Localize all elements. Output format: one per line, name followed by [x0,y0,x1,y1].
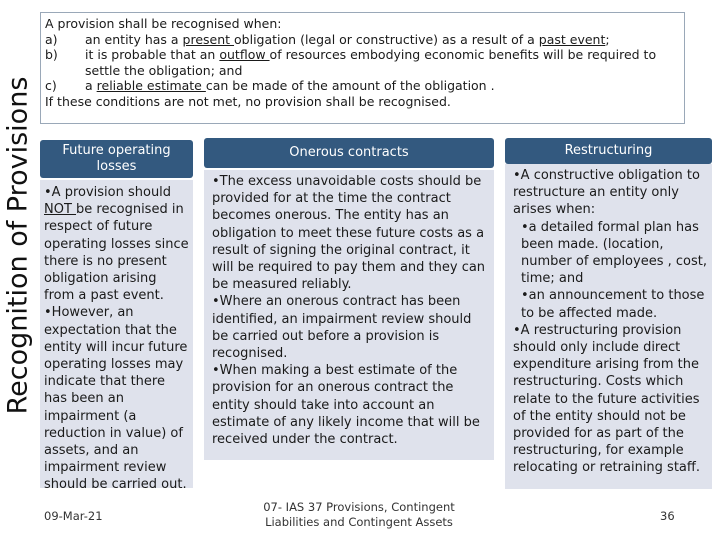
restructuring-point-3: •an announcement to those to be affected made. [521,288,705,321]
future-losses-point-1-post: be recognised in respect of future operating losses since there is no present obligation arising from a past event. [44,202,189,304]
future-losses-header: Future operating losses [40,140,193,178]
intro-heading: A provision shall be recognised when: [45,16,282,31]
side-title-text: Recognition of Provisions [2,76,34,414]
restructuring-point-4: •A restructuring provision should only include direct expenditure arising from the restructuring. Costs which relate to the future activities of the entity should not be provided for as part of the restructuring, for example relocating or retraining staff. [513,322,700,476]
criterion-b-label: b) [45,47,58,62]
future-losses-point-1-pre: •A provision should [44,185,172,200]
criterion-b-pre: it is probable that an [85,47,220,62]
criterion-c-reliable-estimate: reliable estimate [96,78,206,93]
restructuring-body [505,164,712,489]
criterion-a-post: ; [605,31,610,47]
restructuring-point-2: •a detailed formal plan has been made. (location, number of employees , cost, time; and [521,219,707,287]
future-losses-not: NOT [44,202,77,218]
criterion-a-past-event: past event [538,31,606,47]
criterion-a-mid: obligation (legal or constructive) as a result of a [234,31,539,47]
intro-closing: If these conditions are not met, no provision shall be recognised. [45,93,451,109]
criterion-a [45,32,678,48]
criterion-a-label: a) [45,31,58,47]
criterion-b [45,47,678,78]
future-losses-point-1 [44,184,189,304]
future-losses-body [40,180,193,493]
criterion-c-post: can be made of the amount of the obligation . [205,78,495,93]
criterion-a-present: present [182,31,235,47]
recognition-criteria-box [40,12,685,124]
onerous-point-2: •Where an onerous contract has been identified, an impairment review should be carried out before a provision is recognised. [212,294,472,362]
criterion-b-text [85,47,678,78]
onerous-contracts-header: Onerous contracts [204,138,494,168]
slide-side-title [0,0,36,490]
criterion-c-pre: a [85,78,97,93]
criterion-c-label: c) [45,78,57,93]
criterion-c [45,78,678,94]
criterion-a-pre: an entity has a [85,31,183,47]
footer-page-number: 36 [660,509,675,523]
onerous-point-3: •When making a best estimate of the provision for an onerous contract the entity should take into account an estimate of any likely income that will be received under the contract. [212,363,480,448]
restructuring-point-1: •A constructive obligation to restructure an entity only arises when: [513,168,700,218]
footer-title: 07- IAS 37 Provisions, Contingent Liabilities and Contingent Assets [263,500,455,529]
future-losses-point-2: •However, an expectation that the entity will incur future operating losses may indicate that there has been an impairment (a reduction in value) of assets, and an impairment review should be carried out. [44,305,188,493]
footer-date: 09-Mar-21 [44,509,103,523]
criterion-c-text [85,78,678,94]
onerous-contracts-body [204,170,494,460]
restructuring-header: Restructuring [505,138,712,164]
onerous-point-1: •The excess unavoidable costs should be provided for at the time the contract becomes onerous. The entity has an obligation to meet these future costs as a result of signing the original contract, it will be required to pay them and they can be measured reliably. [212,174,486,293]
criterion-b-outflow: outflow [219,47,270,62]
criterion-a-text [85,32,678,48]
criterion-b-post: of resources embodying economic benefits will be required to settle the obligation; and [85,47,657,78]
